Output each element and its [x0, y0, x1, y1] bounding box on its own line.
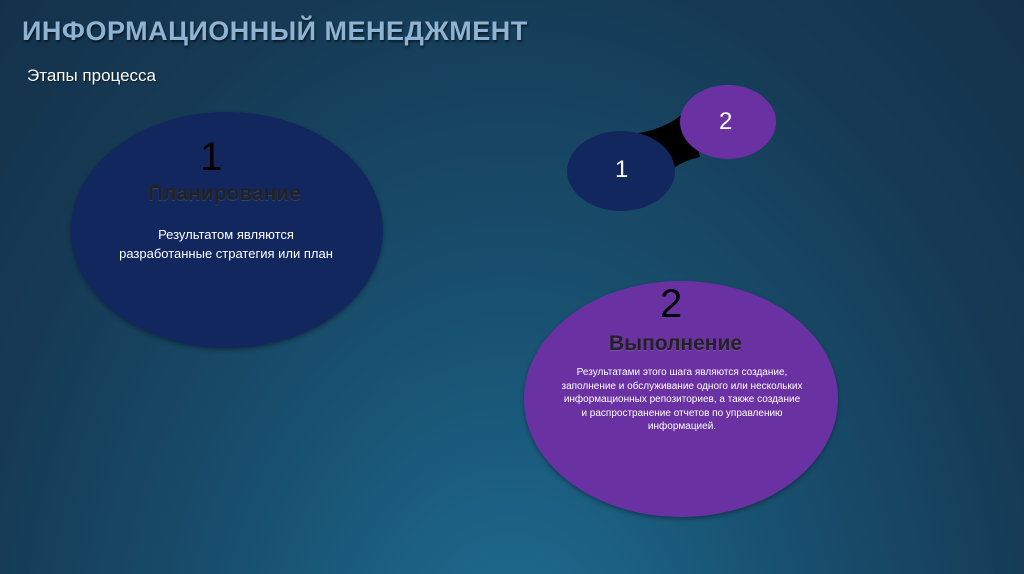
- stage-1-title: Планирование: [148, 182, 301, 205]
- page-subtitle: Этапы процесса: [27, 66, 156, 85]
- page-title: ИНФОРМАЦИОННЫЙ МЕНЕДЖМЕНТ: [22, 16, 528, 46]
- stage-connector-diagram: [560, 82, 790, 222]
- stage-2-number: 2: [660, 282, 683, 326]
- diagram-node-1-label: 1: [615, 156, 629, 183]
- stage-1-description: Результатом являются разработанные стратегия или план: [119, 227, 333, 261]
- stage-1-number: 1: [200, 135, 223, 179]
- stage-2-description: Результатами этого шага являются создание, заполнение и обслуживание одного или нескольких информационных репозиториев, а также создание и распространение отчетов по управлению информацией.: [561, 367, 803, 432]
- stage-2-title: Выполнение: [609, 332, 743, 355]
- diagram-node-2-label: 2: [719, 108, 733, 135]
